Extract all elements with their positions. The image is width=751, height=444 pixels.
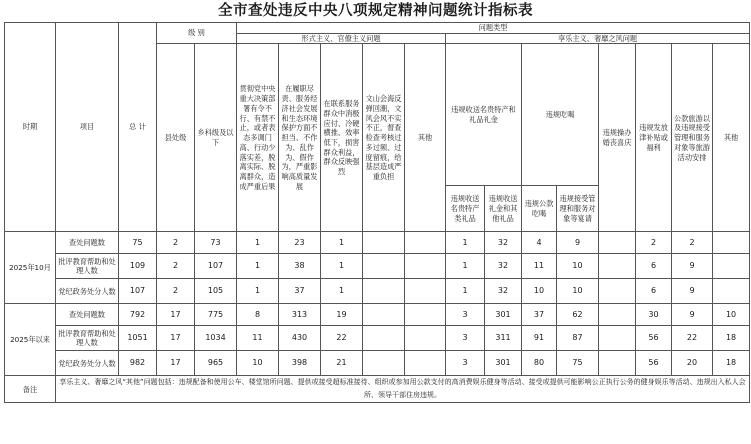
cell-h5: 22: [672, 326, 713, 351]
cell-f4: [363, 254, 405, 279]
header-row-1: [5, 23, 750, 34]
cell-h1b: 311: [485, 326, 522, 351]
cell-f3: 22: [321, 326, 363, 351]
row-item-label: 查处问题数: [56, 304, 119, 326]
cell-h1b: 301: [485, 304, 522, 326]
col-header-weddings-funerals: 违规操办婚丧喜庆: [599, 44, 636, 232]
cell-h1b: 32: [485, 254, 522, 279]
col-header-gifts: 违规收送名贵特产和礼品礼金: [446, 44, 522, 186]
cell-f1: 1: [237, 232, 279, 254]
cell-h1a: 1: [446, 279, 485, 304]
cell-h5: 9: [672, 304, 713, 326]
cell-h1b: 32: [485, 279, 522, 304]
cell-f1: 1: [237, 254, 279, 279]
note-text: 享乐主义、奢靡之风“其他”问题包括：违规配备和使用公车、楼堂馆所问题、提供或接受超标准接待、组织或参加用公款支付的高消费娱乐健身等活动、接受或提供可能影响公正执行公务的健身娱乐等活动、违规出入私人会所、领导干部住房违规。: [56, 376, 750, 403]
cell-h2b: 9: [557, 232, 599, 254]
cell-f1: 11: [237, 326, 279, 351]
col-header-formalism-3: 在联系服务群众中消极应付、冷硬横推、效率低下，损害群众利益，群众反映强烈: [321, 44, 363, 232]
cell-f4: [363, 351, 405, 376]
cell-f1: 10: [237, 351, 279, 376]
cell-total: 109: [119, 254, 157, 279]
cell-f1: 8: [237, 304, 279, 326]
cell-township: 775: [195, 304, 237, 326]
cell-f2: 398: [279, 351, 321, 376]
cell-h2a: 37: [522, 304, 557, 326]
cell-h6: [713, 279, 750, 304]
cell-f5: [405, 351, 446, 376]
cell-h1a: 3: [446, 326, 485, 351]
table-row: [5, 232, 750, 254]
col-header-problem-type: 问题类型: [237, 23, 750, 34]
cell-h3: [599, 232, 636, 254]
cell-h5: 20: [672, 351, 713, 376]
col-header-gifts-specialty: 违规收送名贵特产类礼品: [446, 186, 485, 232]
cell-total: 1051: [119, 326, 157, 351]
col-header-dining-public: 违规公款吃喝: [522, 186, 557, 232]
cell-f5: [405, 232, 446, 254]
table-row: [5, 304, 750, 326]
cell-h2a: 80: [522, 351, 557, 376]
cell-h4: 30: [636, 304, 672, 326]
cell-f5: [405, 326, 446, 351]
cell-h2a: 10: [522, 279, 557, 304]
cell-h4: 56: [636, 351, 672, 376]
cell-county: 2: [157, 279, 195, 304]
cell-h5: 2: [672, 232, 713, 254]
cell-h4: 6: [636, 279, 672, 304]
page-title: 全市查处违反中央八项规定精神问题统计指标表: [218, 3, 533, 19]
cell-h6: [713, 254, 750, 279]
cell-total: 982: [119, 351, 157, 376]
col-header-travel: 公款旅游以及违规接受管理和服务对象等旅游活动安排: [672, 44, 713, 232]
col-header-formalism: 形式主义、官僚主义问题: [237, 33, 446, 44]
cell-township: 107: [195, 254, 237, 279]
table-row: [5, 254, 750, 279]
cell-h2b: 10: [557, 279, 599, 304]
cell-county: 17: [157, 351, 195, 376]
cell-county: 2: [157, 232, 195, 254]
cell-h2a: 4: [522, 232, 557, 254]
cell-h4: 56: [636, 326, 672, 351]
cell-h3: [599, 351, 636, 376]
table-row: [5, 326, 750, 351]
cell-county: 2: [157, 254, 195, 279]
col-header-period: 时期: [5, 23, 56, 232]
cell-county: 17: [157, 326, 195, 351]
cell-h4: 6: [636, 254, 672, 279]
cell-f4: [363, 279, 405, 304]
col-header-total: 总 计: [119, 23, 157, 232]
cell-h2a: 91: [522, 326, 557, 351]
cell-h2a: 11: [522, 254, 557, 279]
col-header-gifts-cash: 违规收送礼金和其他礼品: [485, 186, 522, 232]
cell-h3: [599, 326, 636, 351]
cell-h2b: 87: [557, 326, 599, 351]
statistics-table: [4, 22, 750, 403]
col-header-hedonism: 享乐主义、奢靡之风问题: [446, 33, 750, 44]
row-item-label: 批评教育帮助和处理人数: [56, 326, 119, 351]
cell-f2: 38: [279, 254, 321, 279]
cell-f4: [363, 232, 405, 254]
cell-h2b: 75: [557, 351, 599, 376]
cell-h1b: 301: [485, 351, 522, 376]
cell-f3: 1: [321, 254, 363, 279]
cell-h6: 18: [713, 351, 750, 376]
cell-h3: [599, 279, 636, 304]
note-row: [5, 376, 750, 403]
cell-h1a: 1: [446, 254, 485, 279]
cell-f3: 19: [321, 304, 363, 326]
cell-county: 17: [157, 304, 195, 326]
cell-township: 73: [195, 232, 237, 254]
cell-f2: 37: [279, 279, 321, 304]
col-header-item: 项目: [56, 23, 119, 232]
cell-f2: 430: [279, 326, 321, 351]
row-item-label: 党纪政务处分人数: [56, 279, 119, 304]
cell-h4: 2: [636, 232, 672, 254]
cell-h1a: 3: [446, 304, 485, 326]
cell-f3: 1: [321, 232, 363, 254]
cell-township: 965: [195, 351, 237, 376]
cell-h1b: 32: [485, 232, 522, 254]
cell-township: 105: [195, 279, 237, 304]
cell-h2b: 10: [557, 254, 599, 279]
col-header-county-level: 县处级: [157, 44, 195, 232]
cell-f4: [363, 304, 405, 326]
cell-total: 792: [119, 304, 157, 326]
col-header-formalism-other: 其他: [405, 44, 446, 232]
cell-h6: 10: [713, 304, 750, 326]
cell-total: 107: [119, 279, 157, 304]
row-item-label: 查处问题数: [56, 232, 119, 254]
table-row: [5, 279, 750, 304]
cell-f2: 313: [279, 304, 321, 326]
cell-f2: 23: [279, 232, 321, 254]
period-label: 2025年10月: [5, 232, 56, 304]
cell-h6: 18: [713, 326, 750, 351]
cell-f1: 1: [237, 279, 279, 304]
cell-h3: [599, 254, 636, 279]
col-header-township-level: 乡科级及以下: [195, 44, 237, 232]
table-row: [5, 351, 750, 376]
col-header-formalism-4: 文山会海反弹回潮，文风会风不实不正，督查检查考核过多过频、过度留痕，给基层造成严重负担: [363, 44, 405, 232]
cell-f4: [363, 326, 405, 351]
cell-h1a: 3: [446, 351, 485, 376]
row-item-label: 党纪政务处分人数: [56, 351, 119, 376]
cell-h5: 9: [672, 254, 713, 279]
cell-total: 75: [119, 232, 157, 254]
cell-f5: [405, 304, 446, 326]
col-header-dining-banquets: 违规接受管理和服务对象等宴请: [557, 186, 599, 232]
col-header-hedonism-other: 其他: [713, 44, 750, 232]
col-header-dining: 违规吃喝: [522, 44, 599, 186]
cell-f5: [405, 254, 446, 279]
cell-f3: 21: [321, 351, 363, 376]
col-header-subsidies: 违规发放津补贴或福利: [636, 44, 672, 232]
col-header-formalism-1: 贯彻党中央重大决策部署有令不行、有禁不止，或者表态多调门高、行动少落实差，脱离实际、脱离群众，造成严重后果: [237, 44, 279, 232]
cell-f3: 1: [321, 279, 363, 304]
cell-h1a: 1: [446, 232, 485, 254]
cell-f5: [405, 279, 446, 304]
cell-h2b: 62: [557, 304, 599, 326]
cell-h5: 9: [672, 279, 713, 304]
note-label: 备注: [5, 376, 56, 403]
col-header-level: 级 别: [157, 23, 237, 44]
cell-township: 1034: [195, 326, 237, 351]
row-item-label: 批评教育帮助和处理人数: [56, 254, 119, 279]
cell-h3: [599, 304, 636, 326]
col-header-formalism-2: 在履职尽责、服务经济社会发展和生态环境保护方面不担当、不作为、乱作为、假作为，严重影响高质量发展: [279, 44, 321, 232]
period-label: 2025年以来: [5, 304, 56, 376]
cell-h6: [713, 232, 750, 254]
